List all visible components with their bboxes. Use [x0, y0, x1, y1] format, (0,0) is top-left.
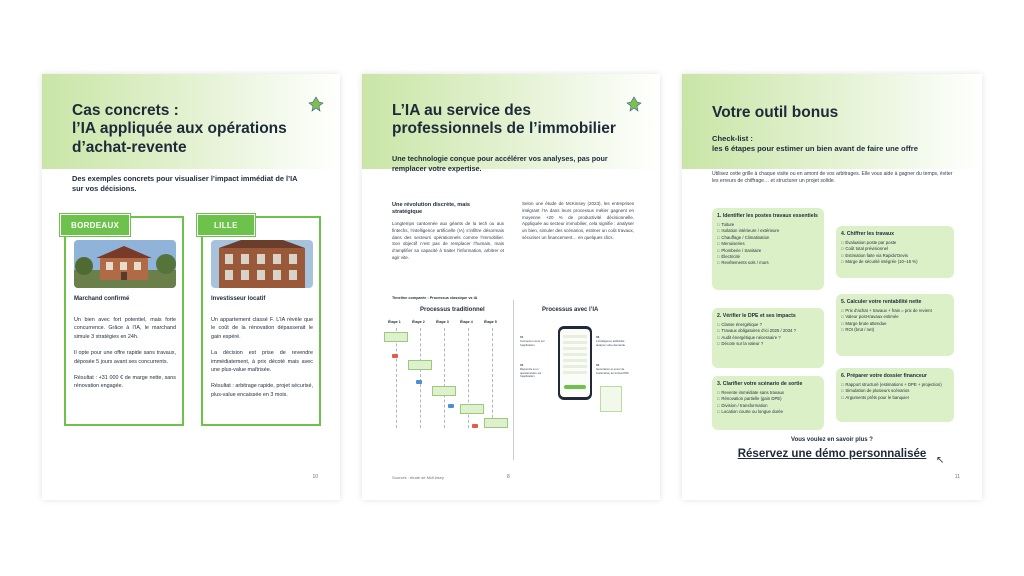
- check-item: □ Classe énergétique ?: [717, 322, 819, 328]
- check-item: □ Audit énergétique nécessaire ?: [717, 335, 819, 341]
- phone-mockup: [558, 326, 592, 400]
- step-title: 3. Clarifier votre scénario de sortie: [717, 381, 803, 387]
- case-card-bordeaux: [64, 216, 184, 426]
- car-icon: [472, 424, 478, 428]
- screen-row: [563, 341, 587, 344]
- section-text-left: Longtemps cantonnée aux géants de la tech ou aux fintechs, l’intelligence artificielle (IA) s’infiltre désormais dans des secteurs opérationnels comme l’immobilier. Son objectif n’est pas de remplacer l’humain, mais d’amplifier sa capacité à traiter l’information, arbitrer et agir vite.: [392, 221, 504, 260]
- check-item: □ Prix d’achat + travaux + frais = prix de revient: [841, 308, 949, 314]
- checklist-intro: Utilisez cette grille à chaque visite ou en amont de vos arbitrages. Elle vous aide à gagner du temps, éviter les erreurs de chiffrage… et structurer un projet solide.: [712, 171, 953, 185]
- timeline-block: [432, 386, 456, 396]
- checklist-line: les 6 étapes pour estimer un bien avant de faire une offre: [712, 144, 918, 154]
- screen-row: [563, 353, 587, 356]
- city-tag-lille: LILLE: [197, 214, 255, 236]
- note-text: Connexion vous sur l’application: [520, 338, 545, 347]
- timeline-block: [484, 418, 508, 428]
- screen-row: [563, 365, 587, 368]
- step-card-3: [712, 376, 824, 430]
- check-item: □ Travaux obligatoires d’ici 2025 / 2034 ?: [717, 328, 819, 334]
- check-item: □ Division / transformation: [717, 403, 819, 409]
- case-title: Marchand confirmé: [74, 296, 130, 302]
- page-title: [72, 102, 322, 157]
- page-number: 10: [312, 474, 318, 480]
- title-line: d’achat-revente: [72, 138, 187, 156]
- check-item: □ Simulation de plusieurs scénarios: [841, 388, 949, 394]
- page-number: 11: [954, 474, 960, 480]
- pointer-cursor-icon: ↖: [936, 455, 945, 466]
- cta-question: Vous voulez en savoir plus ?: [791, 437, 873, 443]
- screen-row: [563, 371, 587, 374]
- phone-screen: [560, 329, 590, 397]
- note-number: 04: [596, 363, 600, 367]
- case-paragraph: Résultat : arbitrage rapide, projet sécurisé, plus-value encaissée en 3 mois.: [211, 383, 313, 398]
- step-list: [717, 222, 819, 267]
- note-text: L’intelligence artificielle analyse votre demande: [596, 338, 626, 347]
- title-line: Cas concrets :: [72, 102, 179, 119]
- timeline-step: Étape 5: [484, 320, 497, 324]
- case-paragraph: La décision est prise de revendre immédiatement, à prix décoté mais avec une plus-value maîtrisée.: [211, 350, 313, 373]
- pdf-preview: [600, 386, 622, 412]
- note-number: 01: [520, 335, 524, 339]
- case-text: [211, 316, 313, 407]
- title-line: professionnels de l’immobilier: [392, 120, 616, 138]
- check-item: □ Coût total prévisionnel: [841, 246, 949, 252]
- building-photo: [211, 240, 313, 288]
- check-item: □ Revente immédiate sans travaux: [717, 390, 819, 396]
- city-tag-bordeaux: BORDEAUX: [60, 214, 130, 236]
- step-list: [717, 322, 819, 348]
- check-item: □ Rénovation partielle (gain DPE): [717, 396, 819, 402]
- source-note: Sources : étude de McKinsey: [392, 475, 445, 480]
- step-title: 5. Calculer votre rentabilité nette: [841, 299, 922, 305]
- case-paragraph: Un appartement classé F. L’IA révèle que le coût de la rénovation dépasserait le gain espéré.: [211, 317, 313, 340]
- check-item: □ Marge brute attendue: [841, 321, 949, 327]
- timeline-guide: [420, 328, 421, 428]
- traditional-heading: Processus traditionnel: [420, 307, 485, 313]
- check-item: □ Électricité: [717, 254, 819, 260]
- timeline-step: Étape 2: [412, 320, 425, 324]
- timeline-step: Étape 4: [460, 320, 473, 324]
- check-item: □ Arguments prêts pour le banquier: [841, 395, 949, 401]
- check-item: □ Revêtements sols / murs: [717, 260, 819, 266]
- checklist-title: [712, 134, 918, 155]
- timeline-step: Étape 1: [388, 320, 401, 324]
- title-line: L’IA au service des: [392, 102, 532, 119]
- step-title: 1. Identifier les postes travaux essentiels: [717, 213, 818, 219]
- step-title: 6. Préparer votre dossier financeur: [841, 373, 927, 379]
- check-item: □ Décote sur la valeur ?: [717, 341, 819, 347]
- timeline-caption: Timeline comparée : Processus classique vs IA: [392, 296, 478, 300]
- check-item: □ Rapport structuré (estimations + DPE + projection): [841, 382, 949, 388]
- case-title: Investisseur locatif: [211, 296, 266, 302]
- page-case-studies: [42, 74, 340, 500]
- note-text: Génération et envoi de l’estimation au format PDF: [596, 366, 629, 375]
- note-number: 03: [596, 335, 600, 339]
- note-number: 02: [520, 363, 524, 367]
- check-item: □ Estimation faite via Rapido'Devis: [841, 253, 949, 259]
- check-item: □ Évaluation poste par poste: [841, 240, 949, 246]
- step-title: 4. Chiffrer les travaux: [841, 231, 895, 237]
- page-bonus-tool: [682, 74, 982, 500]
- step-card-2: [712, 308, 824, 368]
- case-card-lille: [201, 216, 321, 426]
- timeline-block: [408, 360, 432, 370]
- section-text-right: Selon une étude de McKinsey (2023), les entreprises intégrant l’IA dans leurs processus métier gagnent en moyenne +20 % de productivité décisionnelle. Appliquée au secteur immobilier, cela signifie : analyser un bien, simuler des scénarios, estimer un coût travaux, sécuriser un financement… en quelques clics.: [522, 201, 634, 240]
- check-item: □ Chauffage / Climatisation: [717, 235, 819, 241]
- step-title: 2. Vérifier le DPE et ses impacts: [717, 313, 796, 319]
- checklist-line: Check-list :: [712, 134, 753, 143]
- check-item: □ Valeur post-travaux estimée: [841, 314, 949, 320]
- page-ai-service: [362, 74, 660, 500]
- page-title: Votre outil bonus: [712, 104, 839, 121]
- car-icon: [448, 404, 454, 408]
- check-item: □ ROI (brut / net): [841, 327, 949, 333]
- screen-row: [563, 347, 587, 350]
- timeline-block: [384, 332, 408, 342]
- step-list: [841, 308, 949, 334]
- page-lead: Des exemples concrets pour visualiser l’impact immédiat de l’IA sur vos décisions.: [72, 174, 298, 193]
- process-note: [596, 336, 634, 347]
- ai-heading: Processus avec l’IA: [542, 307, 599, 313]
- timeline-block: [460, 404, 484, 414]
- timeline-guide: [396, 328, 397, 428]
- case-paragraph: Il opte pour une offre rapide sans travaux, déposée 5 jours avant ses concurrents.: [74, 350, 176, 365]
- check-item: □ Plomberie / Sanitaire: [717, 248, 819, 254]
- title-line: l’IA appliquée aux opérations: [72, 120, 287, 138]
- case-paragraph: Un bien avec fort potentiel, mais forte concurrence. Grâce à l’IA, le marchand simule 3 stratégies en 24h.: [74, 317, 176, 340]
- timeline-guide: [492, 328, 493, 428]
- process-note: [520, 336, 554, 347]
- step-list: [841, 382, 949, 401]
- timeline-guide: [444, 328, 445, 428]
- demo-booking-link[interactable]: Réservez une démo personnalisée: [737, 448, 927, 460]
- check-item: □ Location courte ou longue durée: [717, 409, 819, 415]
- page-lead: Une technologie conçue pour accélérer vos analyses, pas pour remplacer votre expertise.: [392, 154, 608, 173]
- timeline-divider: [513, 300, 514, 460]
- check-item: □ Toiture: [717, 222, 819, 228]
- process-note: [596, 364, 634, 375]
- check-item: □ Isolation intérieure / extérieure: [717, 228, 819, 234]
- section-heading: Une révolution discrète, mais stratégique: [392, 202, 471, 216]
- case-paragraph: Résultat : +31 000 € de marge nette, sans rénovation engagée.: [74, 374, 176, 390]
- timeline-step: Étape 3: [436, 320, 449, 324]
- note-text: Répondre à un questionnaire sur l’application: [520, 366, 542, 379]
- step-list: [841, 240, 949, 266]
- check-item: □ Menuiseries: [717, 241, 819, 247]
- house-photo: [74, 240, 176, 288]
- step-card-6: [836, 368, 954, 422]
- screen-row: [563, 359, 587, 362]
- process-note: [520, 364, 554, 379]
- step-card-1: [712, 208, 824, 290]
- screen-button: [564, 385, 586, 389]
- check-item: □ Marge de sécurité intégrée (10–15 %): [841, 259, 949, 265]
- page-number: 8: [507, 474, 510, 480]
- step-card-4: [836, 226, 954, 278]
- step-list: [717, 390, 819, 416]
- screen-row: [563, 335, 587, 338]
- car-icon: [416, 380, 422, 384]
- step-card-5: [836, 294, 954, 356]
- page-title: [392, 102, 652, 139]
- car-icon: [392, 354, 398, 358]
- case-text: [74, 316, 176, 399]
